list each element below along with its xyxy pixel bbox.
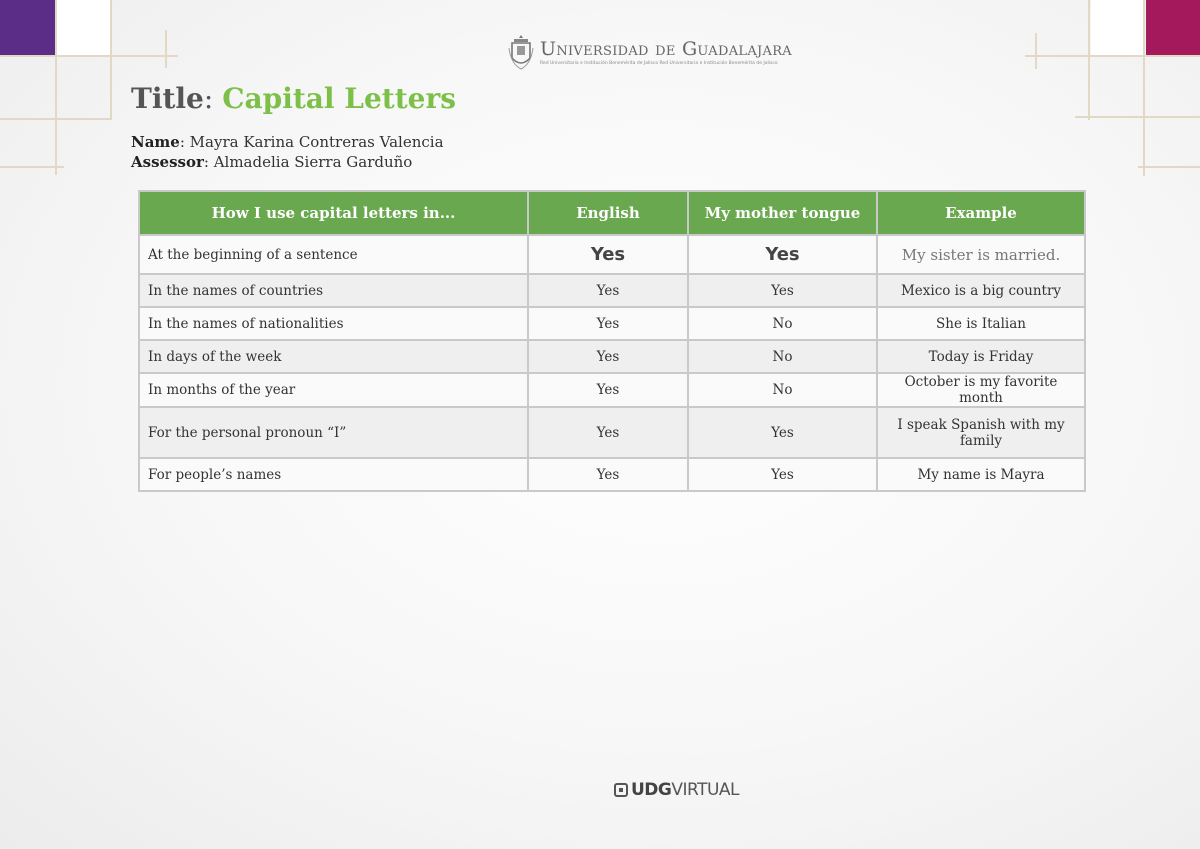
cell-mother-tongue: Yes (688, 235, 877, 274)
header-mother-tongue: My mother tongue (688, 191, 877, 235)
capital-letters-table (138, 190, 1086, 492)
deco-line (112, 55, 178, 57)
cell-mother-tongue: Yes (688, 407, 877, 458)
cell-usage: In months of the year (139, 373, 528, 407)
corner-square-purple (0, 0, 55, 55)
cell-english: Yes (528, 373, 688, 407)
udg-virtual-icon (614, 783, 628, 797)
cell-example: October is my favorite month (877, 373, 1085, 407)
header-example: Example (877, 191, 1085, 235)
assessor-value: : Almadelia Sierra Garduño (203, 153, 413, 171)
cell-usage: In days of the week (139, 340, 528, 373)
cell-english: Yes (528, 235, 688, 274)
cell-usage: At the beginning of a sentence (139, 235, 528, 274)
table-row (139, 458, 1085, 491)
cell-mother-tongue: No (688, 373, 877, 407)
cell-example: My name is Mayra (877, 458, 1085, 491)
cell-example: I speak Spanish with my family (877, 407, 1085, 458)
name-value: : Mayra Karina Contreras Valencia (179, 133, 444, 151)
corner-square-magenta (1146, 0, 1200, 56)
deco-line (165, 30, 167, 68)
deco-line (1075, 116, 1200, 118)
footer-logo-bold: UDG (631, 780, 672, 800)
page-title (131, 82, 456, 115)
table-row (139, 407, 1085, 458)
footer-logo-rest: VIRTUAL (671, 780, 740, 800)
deco-line (1143, 0, 1145, 176)
cell-english: Yes (528, 340, 688, 373)
table-row (139, 340, 1085, 373)
university-subtitle: Red Universitaria e Institución Benemérita de Jalisco Red Universitaria e Institución Benemérita de Jalisco (540, 60, 778, 66)
cell-usage: In the names of countries (139, 274, 528, 307)
assessor-line (131, 153, 412, 171)
deco-line (0, 166, 64, 168)
cell-example: My sister is married. (877, 235, 1085, 274)
cell-mother-tongue: Yes (688, 274, 877, 307)
cell-mother-tongue: No (688, 340, 877, 373)
header-usage: How I use capital letters in... (139, 191, 528, 235)
university-name: Universidad de Guadalajara (540, 37, 792, 60)
title-separator: : (203, 82, 223, 115)
deco-line (0, 118, 112, 120)
student-name-line (131, 133, 444, 151)
udg-virtual-logo (614, 780, 739, 800)
table-row (139, 274, 1085, 307)
cell-usage: For people’s names (139, 458, 528, 491)
deco-line (1088, 0, 1090, 120)
cell-usage: For the personal pronoun “I” (139, 407, 528, 458)
name-label: Name (131, 133, 180, 151)
table-header-row (139, 191, 1085, 235)
cell-mother-tongue: No (688, 307, 877, 340)
title-value: Capital Letters (222, 82, 457, 115)
cell-usage: In the names of nationalities (139, 307, 528, 340)
deco-line (1035, 33, 1037, 69)
cell-example: She is Italian (877, 307, 1085, 340)
table-row (139, 373, 1085, 407)
cell-english: Yes (528, 458, 688, 491)
corner-square-white-left (56, 0, 110, 55)
cell-english: Yes (528, 274, 688, 307)
table-row (139, 235, 1085, 274)
cell-english: Yes (528, 307, 688, 340)
deco-line (55, 0, 57, 175)
cell-english: Yes (528, 407, 688, 458)
university-seal-icon (508, 34, 534, 70)
deco-line (1025, 55, 1200, 57)
header-english: English (528, 191, 688, 235)
table-row (139, 307, 1085, 340)
cell-example: Today is Friday (877, 340, 1085, 373)
deco-line (1138, 166, 1200, 168)
cell-mother-tongue: Yes (688, 458, 877, 491)
deco-line (110, 0, 112, 120)
university-logo (508, 32, 792, 72)
assessor-label: Assessor (131, 153, 204, 171)
title-label: Title (131, 82, 204, 115)
cell-example: Mexico is a big country (877, 274, 1085, 307)
corner-square-white-right (1091, 0, 1145, 56)
